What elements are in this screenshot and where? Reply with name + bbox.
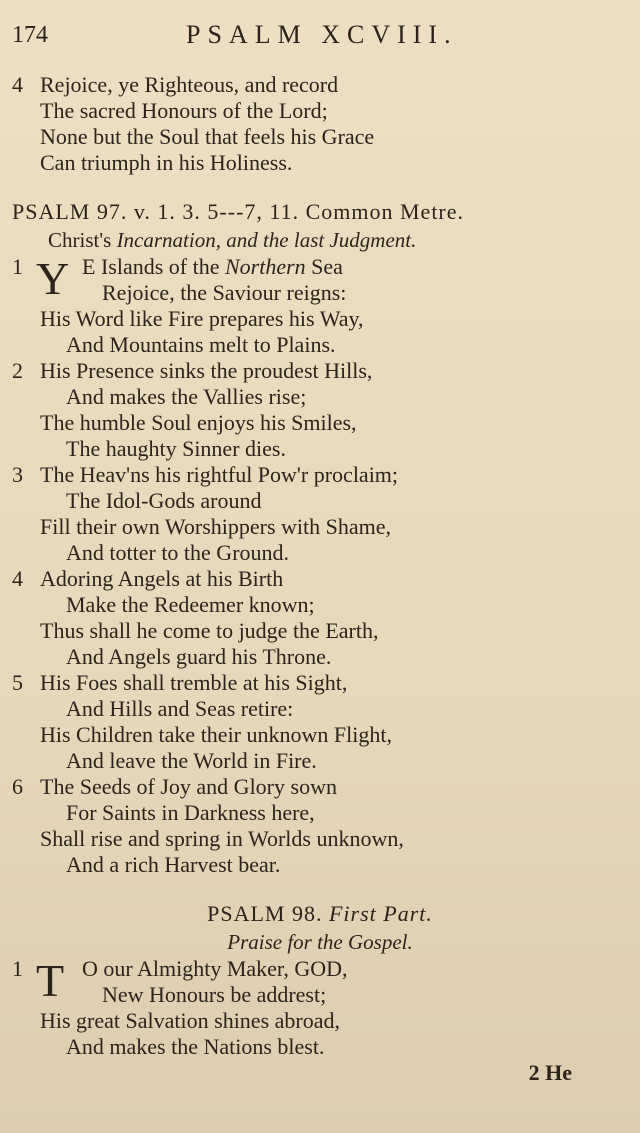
stanza-number: 1 (12, 254, 23, 279)
stanza-number: 6 (12, 774, 23, 799)
verse-line: Thus shall he come to judge the Earth, (40, 618, 379, 643)
verse-line: New Honours be addrest; (102, 982, 327, 1007)
stanza-number: 4 (12, 72, 23, 97)
verse-line: And makes the Nations blest. (66, 1034, 325, 1059)
verse-line: His Word like Fire prepares his Way, (40, 306, 364, 331)
verse-line: 4 Adoring Angels at his Birth (12, 566, 284, 591)
verse-line: For Saints in Darkness here, (66, 800, 315, 825)
verse-line: 2 His Presence sinks the proudest Hills, (12, 358, 373, 383)
verse-line: 4 Rejoice, ye Righteous, and record (12, 72, 339, 97)
verse-line: The haughty Sinner dies. (66, 436, 286, 461)
verse-line: Fill their own Worshippers with Shame, (40, 514, 392, 539)
verse-line: Can triumph in his Holiness. (40, 150, 293, 175)
verse-line: 5 His Foes shall tremble at his Sight, (12, 670, 348, 695)
psalm-subtitle: Christ's Incarnation, and the last Judgment. (48, 228, 417, 252)
verse-line: And Hills and Seas retire: (66, 696, 294, 721)
psalm-subtitle: Praise for the Gospel. (227, 930, 413, 954)
stanza-number: 5 (12, 670, 23, 695)
drop-capital: Y (36, 253, 70, 304)
verse-line: His Children take their unknown Flight, (40, 722, 392, 747)
stanza-number: 2 (12, 358, 23, 383)
verse-line: And Mountains melt to Plains. (66, 332, 336, 357)
verse-line: The Idol-Gods around (66, 488, 262, 513)
verse-line: And a rich Harvest bear. (66, 852, 281, 877)
stanza-number: 1 (12, 956, 23, 981)
verse-line: 1 Y E Islands of the Northern Sea (12, 253, 343, 304)
verse-line: The humble Soul enjoys his Smiles, (40, 410, 357, 435)
verse-line: The sacred Honours of the Lord; (40, 98, 328, 123)
verse-line: And makes the Vallies rise; (66, 384, 307, 409)
page-header (0, 18, 640, 58)
psalm-heading: PSALM 98. First Part. (207, 901, 433, 926)
verse-line: And leave the World in Fire. (66, 748, 317, 773)
drop-capital: T (36, 955, 65, 1006)
verse-line: Make the Redeemer known; (66, 592, 315, 617)
verse-line: Shall rise and spring in Worlds unknown, (40, 826, 404, 851)
verse-line: 1 T O our Almighty Maker, GOD, (12, 955, 348, 1006)
psalm-heading: PSALM 97. v. 1. 3. 5---7, 11. Common Metre. (12, 199, 465, 224)
stanza-number: 4 (12, 566, 23, 591)
stanza-number: 3 (12, 462, 23, 487)
verse-line: None but the Soul that feels his Grace (40, 124, 375, 149)
verse-line: His great Salvation shines abroad, (40, 1008, 340, 1033)
running-title: PSALM XCVIII. (186, 20, 458, 49)
page-number: 174 (12, 22, 48, 48)
verse-line: 6 The Seeds of Joy and Glory sown (12, 774, 337, 799)
page-text (0, 72, 640, 1060)
verse-line: Rejoice, the Saviour reigns: (102, 280, 347, 305)
verse-line: 3 The Heav'ns his rightful Pow'r proclaim; (12, 462, 399, 487)
verse-line: And totter to the Ground. (66, 540, 290, 565)
verse-line: And Angels guard his Throne. (66, 644, 332, 669)
catchword: 2 He (528, 1060, 572, 1085)
